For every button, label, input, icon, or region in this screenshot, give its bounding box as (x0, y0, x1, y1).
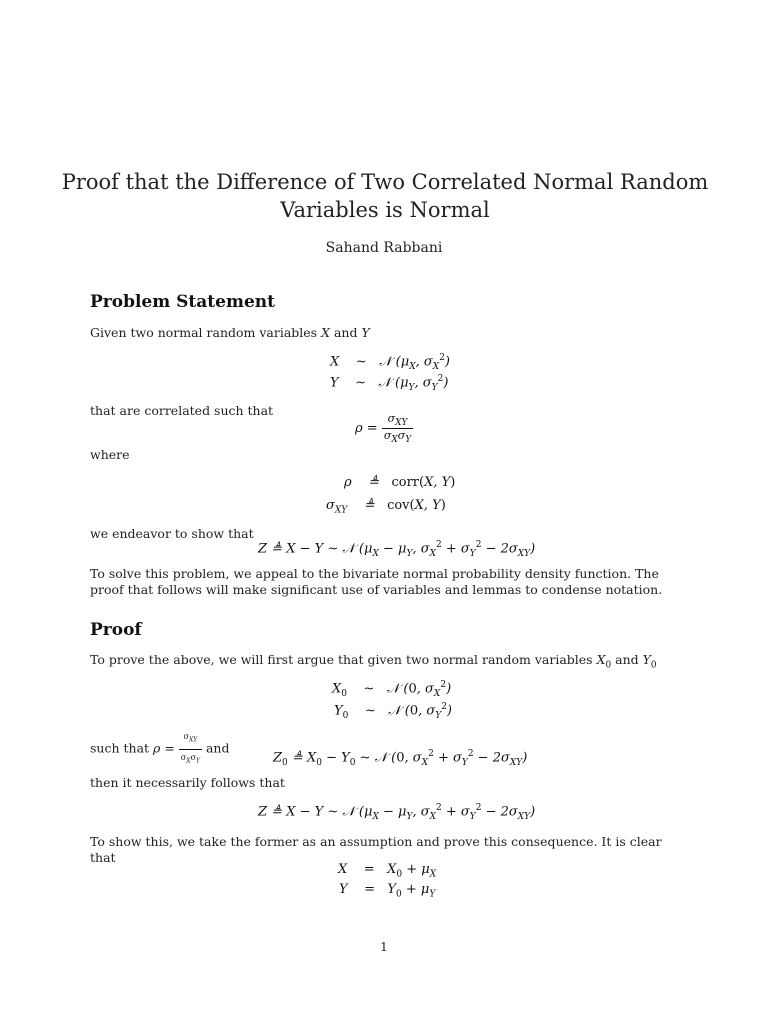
equation-y-shift: Y = $Y_0 + \mu_Y$ (339, 882, 436, 900)
paragraph-then: then it necessarily follows that (90, 775, 285, 790)
paragraph-prove: To prove the above, we will first argue that given two normal random variables $X_0$ and $Y_0$ (90, 652, 657, 671)
equation-x-shift: X = $X_0 + \mu_X$ (338, 862, 437, 880)
paragraph-correlated: that are correlated such that (90, 403, 274, 418)
section-heading-problem: Problem Statement (90, 292, 275, 312)
author-name: Sahand Rabbani (325, 240, 443, 256)
equation-z-follow: Z ≜ X − Y ∼ 𝒩 ($\mu_X - \mu_Y$, $\sigma_X^2 + \sigma_Y^2 - 2\sigma_{XY}$) (258, 803, 536, 822)
equation-x-dist: X ∼ 𝒩 ($\mu_X$, $\sigma_X^2$) (330, 353, 450, 372)
equation-rho-def: ρ = $\frac{\sigma_{XY}}{\sigma_X\sigma_Y}$ (355, 412, 412, 446)
equation-x0-dist: $X_0$ ∼ 𝒩 (0, $\sigma_X^2$) (332, 680, 452, 699)
paragraph-where: where (90, 447, 130, 462)
page-number: 1 (380, 940, 388, 954)
paragraph-such-that: such that ρ = $\frac{\sigma_{XY}}{\sigma_X\sigma_Y}$ and (90, 729, 690, 769)
paragraph-endeavor: we endeavor to show that (90, 526, 254, 541)
paper-title: Proof that the Difference of Two Correlated Normal Random Variables is Normal (61, 170, 709, 222)
paragraph-show-this: To show this, we take the former as an assumption and prove this consequence. It is clear that (90, 834, 662, 865)
paragraph-given: Given two normal random variables X and Y (90, 325, 370, 340)
equation-y-dist: Y ∼ 𝒩 ($\mu_Y$, $\sigma_Y^2$) (330, 374, 449, 393)
equation-sigma-cov: $\sigma_{XY}$ ≜ cov(X, Y) (326, 498, 446, 516)
equation-z-target: Z ≜ X − Y ∼ 𝒩 ($\mu_X - \mu_Y$, $\sigma_X^2 + \sigma_Y^2 - 2\sigma_{XY}$) (258, 540, 536, 559)
equation-z0-def: $Z_0$ ≜ $X_0 - Y_0$ ∼ 𝒩 (0, $\sigma_X^2 + \sigma_Y^2 - 2\sigma_{XY}$) (273, 749, 528, 768)
equation-rho-corr: ρ ≜ corr(X, Y) (344, 475, 456, 490)
paragraph-solve: To solve this problem, we appeal to the bivariate normal probability density function. The proof that follows will make significant use of variables and lemmas to condense notation. (90, 566, 663, 597)
section-heading-proof: Proof (90, 620, 142, 640)
equation-y0-dist: $Y_0$ ∼ 𝒩 (0, $\sigma_Y^2$) (334, 702, 452, 721)
